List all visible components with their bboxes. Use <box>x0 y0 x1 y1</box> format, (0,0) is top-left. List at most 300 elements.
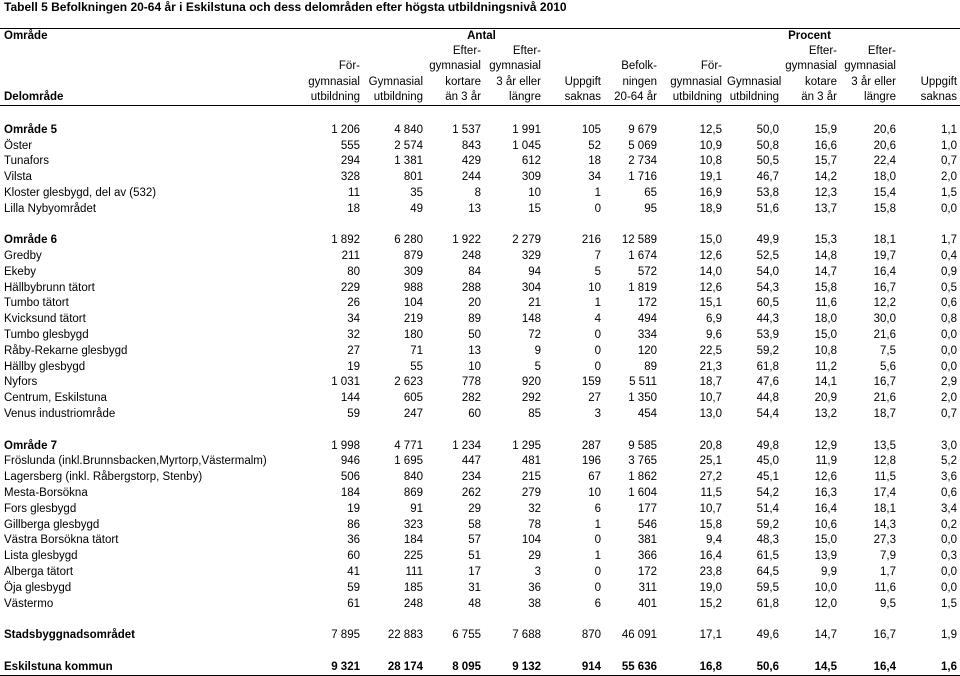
column-header-cell: kortare <box>445 75 481 88</box>
value-cell: 95 <box>644 202 657 215</box>
value-cell: 45,1 <box>756 471 779 484</box>
table-row <box>0 343 960 359</box>
value-cell: 9,5 <box>880 597 896 610</box>
value-cell: 946 <box>340 455 360 468</box>
value-cell: 16,4 <box>814 502 837 515</box>
value-cell: 16,4 <box>873 660 896 673</box>
value-cell: 17,4 <box>873 487 896 500</box>
value-cell: 89 <box>644 360 657 373</box>
value-cell: 10,8 <box>814 344 837 357</box>
value-cell: 0,7 <box>941 155 958 168</box>
value-cell: 546 <box>637 518 657 531</box>
value-cell: 6 280 <box>394 234 423 247</box>
value-cell: 0 <box>594 581 601 594</box>
value-cell: 9 321 <box>331 660 360 673</box>
column-header-cell: saknas <box>920 90 958 103</box>
value-cell: 494 <box>637 313 657 326</box>
value-cell: 55 <box>410 360 423 373</box>
value-cell: 172 <box>637 566 657 579</box>
header-row-3 <box>0 59 960 74</box>
header-row-5 <box>0 90 960 106</box>
value-cell: 9,6 <box>706 329 722 342</box>
value-cell: 0,7 <box>941 408 958 421</box>
value-cell: 28 174 <box>387 660 423 673</box>
value-cell: 12,6 <box>699 250 722 263</box>
value-cell: 429 <box>461 155 481 168</box>
row-label: Hällby glesbygd <box>4 360 86 373</box>
value-cell: 1,6 <box>941 660 958 673</box>
table-row <box>0 264 960 280</box>
value-cell: 2,0 <box>941 392 958 405</box>
row-label: Mesta-Borsökna <box>4 487 88 500</box>
value-cell: 247 <box>403 408 423 421</box>
value-cell: 34 <box>588 171 601 184</box>
value-cell: 10 <box>588 487 601 500</box>
row-label: Lista glesbygd <box>4 550 78 563</box>
row-label: Västra Borsökna tätort <box>4 534 119 547</box>
value-cell: 18,0 <box>873 171 896 184</box>
value-cell: 177 <box>637 502 657 515</box>
value-cell: 51 <box>468 550 481 563</box>
value-cell: 18 <box>347 202 360 215</box>
table-row <box>0 375 960 391</box>
value-cell: 14,8 <box>814 250 837 263</box>
value-cell: 15,3 <box>814 234 837 247</box>
value-cell: 2,9 <box>941 376 958 389</box>
value-cell: 71 <box>410 344 423 357</box>
column-header-cell: gymnasial <box>429 60 481 73</box>
value-cell: 49,9 <box>756 234 779 247</box>
value-cell: 48,3 <box>756 534 779 547</box>
value-cell: 309 <box>403 265 423 278</box>
value-cell: 1 <box>594 186 601 199</box>
value-cell: 5 511 <box>629 376 657 389</box>
value-cell: 447 <box>461 455 481 468</box>
column-header-cell: Efter- <box>452 45 481 58</box>
table-row <box>0 596 960 612</box>
value-cell: 49 <box>410 202 423 215</box>
value-cell: 15,8 <box>699 518 722 531</box>
table-row <box>0 280 960 296</box>
value-cell: 14,7 <box>814 265 837 278</box>
value-cell: 46,7 <box>756 171 779 184</box>
value-cell: 19,7 <box>873 250 896 263</box>
value-cell: 3,4 <box>941 502 958 515</box>
value-cell: 19 <box>347 502 360 515</box>
value-cell: 481 <box>521 455 541 468</box>
value-cell: 12,2 <box>873 297 896 310</box>
value-cell: 879 <box>403 250 423 263</box>
row-label: Lilla Nybyområdet <box>4 202 97 215</box>
column-header-cell: Gymnasial <box>727 75 782 88</box>
value-cell: 329 <box>521 250 541 263</box>
table-row <box>0 248 960 264</box>
value-cell: 35 <box>410 186 423 199</box>
row-label: Råby-Rekarne glesbygd <box>4 344 128 357</box>
value-cell: 1 350 <box>628 392 657 405</box>
value-cell: 13,7 <box>814 202 837 215</box>
table-row <box>0 359 960 375</box>
value-cell: 172 <box>637 297 657 310</box>
value-cell: 84 <box>468 265 481 278</box>
value-cell: 1 206 <box>331 123 360 136</box>
value-cell: 0 <box>594 344 601 357</box>
value-cell: 1,9 <box>941 629 958 642</box>
value-cell: 18,1 <box>873 234 896 247</box>
column-header-cell: än 3 år <box>445 90 481 103</box>
value-cell: 61,8 <box>756 360 779 373</box>
value-cell: 401 <box>637 597 657 610</box>
value-cell: 7,9 <box>880 550 896 563</box>
value-cell: 32 <box>347 329 360 342</box>
column-header-cell: gymnasial <box>844 60 896 73</box>
value-cell: 0,3 <box>941 550 958 563</box>
value-cell: 85 <box>528 408 541 421</box>
value-cell: 13 <box>468 202 481 215</box>
row-label: Eskilstuna kommun <box>4 660 113 673</box>
table-row <box>0 185 960 201</box>
table-row <box>0 232 960 248</box>
value-cell: 12,5 <box>699 123 722 136</box>
value-cell: 3,6 <box>941 471 958 484</box>
value-cell: 14,2 <box>814 171 837 184</box>
value-cell: 22,4 <box>873 155 896 168</box>
value-cell: 16,7 <box>873 376 896 389</box>
value-cell: 16,7 <box>873 629 896 642</box>
value-cell: 248 <box>461 250 481 263</box>
row-label: Fors glesbygd <box>4 502 77 515</box>
table-row <box>0 485 960 501</box>
value-cell: 870 <box>581 629 601 642</box>
column-header-cell: gymnasial <box>308 75 360 88</box>
value-cell: 12,6 <box>814 471 837 484</box>
spacer-row <box>0 106 960 122</box>
spacer-row <box>0 643 960 659</box>
value-cell: 9 585 <box>628 439 657 452</box>
column-header-cell: gymnasial <box>489 60 541 73</box>
value-cell: 2 623 <box>394 376 423 389</box>
column-header-cell: utbildning <box>310 90 360 103</box>
value-cell: 14,1 <box>814 376 837 389</box>
value-cell: 10 <box>588 281 601 294</box>
table-row <box>0 580 960 596</box>
value-cell: 0,9 <box>941 265 958 278</box>
value-cell: 244 <box>461 171 481 184</box>
value-cell: 5,6 <box>880 360 896 373</box>
value-cell: 11,9 <box>815 455 837 468</box>
value-cell: 60 <box>347 550 360 563</box>
value-cell: 52,5 <box>756 250 779 263</box>
value-cell: 605 <box>403 392 423 405</box>
value-cell: 16,6 <box>814 139 837 152</box>
column-header-cell <box>725 44 782 59</box>
value-cell: 304 <box>521 281 541 294</box>
value-cell: 10,6 <box>814 518 837 531</box>
value-cell: 67 <box>588 471 601 484</box>
value-cell: 20,9 <box>814 392 837 405</box>
value-cell: 18,7 <box>873 408 896 421</box>
column-header-cell: gymnasial <box>670 75 722 88</box>
value-cell: 54,0 <box>756 265 779 278</box>
value-cell: 80 <box>347 265 360 278</box>
value-cell: 1 674 <box>628 250 657 263</box>
table-row <box>0 548 960 564</box>
value-cell: 3 <box>594 408 601 421</box>
column-header-cell: För- <box>338 60 360 73</box>
value-cell: 262 <box>461 487 481 500</box>
value-cell: 9 679 <box>628 123 657 136</box>
value-cell: 0,6 <box>941 487 958 500</box>
table-row <box>0 517 960 533</box>
value-cell: 59,2 <box>756 344 779 357</box>
value-cell: 27,2 <box>699 471 722 484</box>
value-cell: 54,3 <box>756 281 779 294</box>
value-cell: 18,9 <box>699 202 722 215</box>
table-row <box>0 201 960 217</box>
value-cell: 612 <box>521 155 541 168</box>
header-row-1 <box>0 29 960 45</box>
column-header-cell: saknas <box>564 90 601 103</box>
value-cell: 9 132 <box>512 660 541 673</box>
value-cell: 44,8 <box>756 392 779 405</box>
value-cell: 53,8 <box>756 186 779 199</box>
value-cell: 1 <box>594 550 601 563</box>
value-cell: 10,7 <box>699 392 722 405</box>
column-header-cell: 3 år eller <box>496 75 541 88</box>
value-cell: 8 <box>474 186 481 199</box>
value-cell: 15,8 <box>814 281 837 294</box>
row-label: Gredby <box>4 250 42 263</box>
value-cell: 184 <box>403 534 423 547</box>
column-header-cell: gymnasial <box>785 60 837 73</box>
value-cell: 15,0 <box>699 234 722 247</box>
column-header-cell: längre <box>864 90 896 103</box>
value-cell: 18 <box>588 155 601 168</box>
value-cell: 57 <box>468 534 481 547</box>
row-label: Kvicksund tätort <box>4 313 86 326</box>
value-cell: 10,0 <box>814 581 837 594</box>
value-cell: 22,5 <box>699 344 722 357</box>
value-cell: 12,9 <box>814 439 837 452</box>
value-cell: 19 <box>347 360 360 373</box>
value-cell: 16,4 <box>699 550 722 563</box>
value-cell: 0 <box>594 360 601 373</box>
value-cell: 16,7 <box>873 281 896 294</box>
value-cell: 4 <box>594 313 601 326</box>
value-cell: 14,7 <box>814 629 837 642</box>
table-row <box>0 138 960 154</box>
value-cell: 229 <box>340 281 360 294</box>
value-cell: 9,4 <box>706 534 722 547</box>
value-cell: 7 895 <box>331 629 360 642</box>
header-row-2 <box>0 44 960 59</box>
value-cell: 1 716 <box>628 171 657 184</box>
row-label: Vilsta <box>4 171 32 184</box>
value-cell: 219 <box>403 313 423 326</box>
value-cell: 0 <box>594 534 601 547</box>
value-cell: 920 <box>521 376 541 389</box>
value-cell: 2 279 <box>512 234 541 247</box>
value-cell: 159 <box>581 376 601 389</box>
value-cell: 20,8 <box>699 439 722 452</box>
value-cell: 366 <box>637 550 657 563</box>
value-cell: 14,3 <box>873 518 896 531</box>
value-cell: 1 862 <box>628 471 657 484</box>
value-cell: 10 <box>528 186 541 199</box>
value-cell: 65 <box>644 186 657 199</box>
column-header-cell: 20-64 år <box>614 90 657 103</box>
value-cell: 10,8 <box>699 155 722 168</box>
column-header-cell: än 3 år <box>801 90 837 103</box>
value-cell: 16,3 <box>814 487 837 500</box>
value-cell: 41 <box>347 566 360 579</box>
value-cell: 15,7 <box>814 155 837 168</box>
value-cell: 7 688 <box>512 629 541 642</box>
value-cell: 1 295 <box>512 439 541 452</box>
table-row <box>0 438 960 454</box>
value-cell: 15,2 <box>699 597 722 610</box>
value-cell: 64,5 <box>756 566 779 579</box>
value-cell: 0 <box>594 329 601 342</box>
value-cell: 59,2 <box>756 518 779 531</box>
spacer-row <box>0 422 960 438</box>
column-header-cell: ningen <box>622 75 657 88</box>
table-row <box>0 454 960 470</box>
value-cell: 61,8 <box>756 597 779 610</box>
row-label: Västermo <box>4 597 54 610</box>
value-cell: 19,1 <box>699 171 722 184</box>
table-row <box>0 533 960 549</box>
value-cell: 48 <box>468 597 481 610</box>
column-header-cell: Befolk- <box>621 60 657 73</box>
value-cell: 0,6 <box>941 297 958 310</box>
row-label: Alberga tätort <box>4 566 74 579</box>
value-cell: 15,4 <box>873 186 896 199</box>
value-cell: 1,0 <box>941 139 958 152</box>
value-cell: 225 <box>403 550 423 563</box>
value-cell: 778 <box>461 376 481 389</box>
value-cell: 3 765 <box>628 455 657 468</box>
value-cell: 0 <box>594 566 601 579</box>
value-cell: 19,0 <box>699 581 722 594</box>
group-header-antal: Antal <box>467 30 496 42</box>
value-cell: 72 <box>528 329 541 342</box>
value-cell: 0,0 <box>941 534 958 547</box>
value-cell: 148 <box>521 313 541 326</box>
value-cell: 111 <box>405 566 423 579</box>
value-cell: 572 <box>637 265 657 278</box>
value-cell: 10,9 <box>699 139 722 152</box>
value-cell: 1 537 <box>452 123 481 136</box>
table-row <box>0 406 960 422</box>
value-cell: 185 <box>403 581 423 594</box>
value-cell: 18,7 <box>699 376 722 389</box>
value-cell: 215 <box>521 471 541 484</box>
value-cell: 311 <box>638 581 657 594</box>
value-cell: 0 <box>594 202 601 215</box>
value-cell: 50,5 <box>756 155 779 168</box>
value-cell: 15,0 <box>814 534 837 547</box>
value-cell: 36 <box>528 581 541 594</box>
value-cell: 58 <box>468 518 481 531</box>
value-cell: 1,7 <box>941 234 958 247</box>
value-cell: 287 <box>581 439 601 452</box>
value-cell: 30,0 <box>873 313 896 326</box>
value-cell: 13,0 <box>699 408 722 421</box>
row-label: Fröslunda (inkl.Brunnsbacken,Myrtorp,Västermalm) <box>4 455 267 468</box>
table-row <box>0 153 960 169</box>
value-cell: 7,5 <box>880 344 896 357</box>
value-cell: 381 <box>637 534 657 547</box>
value-cell: 1,5 <box>941 186 958 199</box>
value-cell: 334 <box>637 329 657 342</box>
column-header-cell: utbildning <box>729 90 779 103</box>
value-cell: 6 755 <box>452 629 481 642</box>
value-cell: 0,0 <box>941 329 958 342</box>
column-header-cell <box>899 59 960 74</box>
value-cell: 105 <box>581 123 601 136</box>
row-label: Tunafors <box>4 155 49 168</box>
value-cell: 60,5 <box>756 297 779 310</box>
row-label: Nyfors <box>4 376 38 389</box>
row-label: Öja glesbygd <box>4 581 72 594</box>
value-cell: 6 <box>594 502 601 515</box>
value-cell: 234 <box>461 471 481 484</box>
column-header-cell: längre <box>509 90 541 103</box>
value-cell: 27 <box>588 392 601 405</box>
column-header-cell <box>660 44 725 59</box>
table-body <box>0 106 960 676</box>
column-header-cell: Uppgift <box>564 75 601 88</box>
value-cell: 1 <box>594 297 601 310</box>
value-cell: 11,2 <box>815 360 837 373</box>
value-cell: 1 234 <box>452 439 481 452</box>
value-cell: 12,8 <box>873 455 896 468</box>
value-cell: 44,3 <box>756 313 779 326</box>
row-label: Tumbo tätort <box>4 297 69 310</box>
value-cell: 29 <box>528 550 541 563</box>
value-cell: 1 604 <box>628 487 657 500</box>
value-cell: 8 095 <box>452 660 481 673</box>
value-cell: 89 <box>468 313 481 326</box>
value-cell: 10,7 <box>699 502 722 515</box>
table-row <box>0 627 960 643</box>
value-cell: 3,0 <box>941 439 958 452</box>
value-cell: 45,0 <box>756 455 779 468</box>
table-row <box>0 469 960 485</box>
row-label: Område 5 <box>4 123 58 136</box>
group-header-procent: Procent <box>788 30 831 42</box>
value-cell: 9,9 <box>821 566 837 579</box>
value-cell: 15,9 <box>814 123 837 136</box>
column-header-cell: Uppgift <box>920 75 958 88</box>
value-cell: 1 381 <box>394 155 423 168</box>
value-cell: 843 <box>461 139 481 152</box>
column-header-cell <box>363 44 426 59</box>
table-row <box>0 564 960 580</box>
value-cell: 0,2 <box>941 518 958 531</box>
value-cell: 294 <box>340 155 360 168</box>
value-cell: 10 <box>468 360 481 373</box>
value-cell: 1,7 <box>880 566 896 579</box>
value-cell: 11,6 <box>815 297 837 310</box>
value-cell: 94 <box>528 265 541 278</box>
column-header-cell <box>544 59 604 74</box>
value-cell: 6 <box>594 597 601 610</box>
value-cell: 328 <box>340 171 360 184</box>
table-row <box>0 327 960 343</box>
value-cell: 18,0 <box>814 313 837 326</box>
